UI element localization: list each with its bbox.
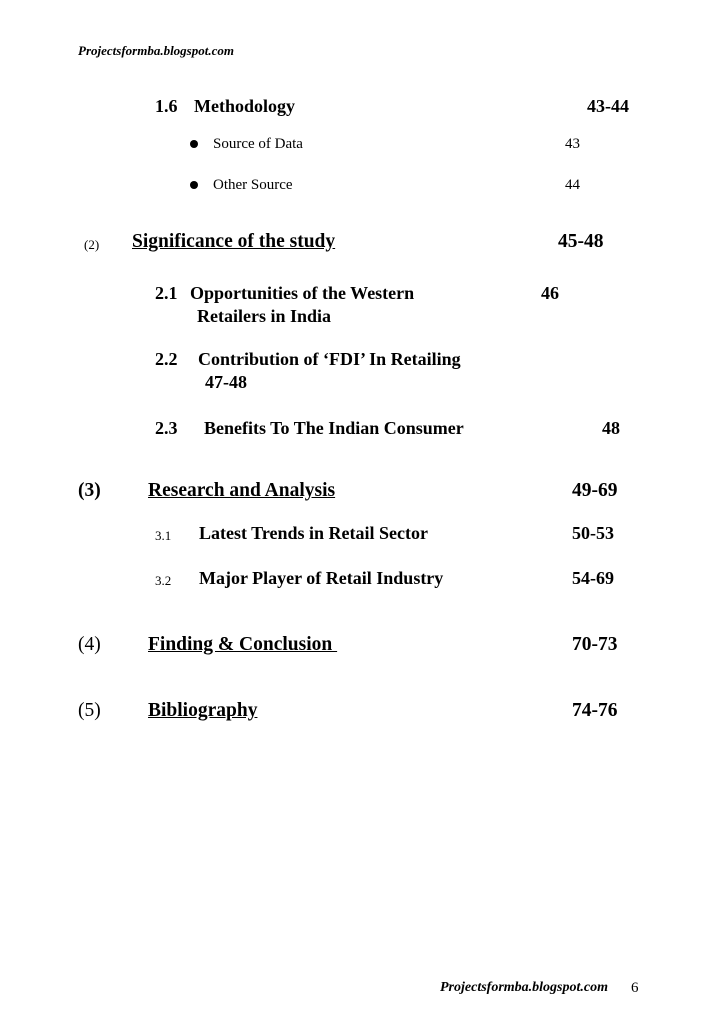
- toc-research-marker: (3): [78, 480, 101, 501]
- toc-2-3-page: 48: [602, 418, 620, 438]
- toc-2-2-pages: 47-48: [205, 372, 247, 392]
- toc-3-2-number: 3.2: [155, 573, 172, 588]
- bullet-icon: [190, 140, 198, 148]
- toc-research-pages: 49-69: [572, 480, 618, 501]
- toc-finding-pages: 70-73: [572, 634, 618, 655]
- toc-2-2-title: Contribution of ‘FDI’ In Retailing: [198, 349, 461, 369]
- toc-methodology-number: 1.6: [155, 96, 178, 116]
- toc-other-source-page: 44: [565, 177, 580, 193]
- footer-page-number: 6: [631, 980, 639, 996]
- toc-source-of-data-label: Source of Data: [213, 136, 303, 152]
- toc-3-1-pages: 50-53: [572, 523, 614, 543]
- toc-bibliography-title: Bibliography: [148, 700, 258, 721]
- header-site: Projectsformba.blogspot.com: [78, 43, 234, 58]
- toc-research-title: Research and Analysis: [148, 480, 336, 501]
- toc-3-2-title: Major Player of Retail Industry: [199, 568, 444, 588]
- toc-methodology-pages: 43-44: [587, 96, 629, 116]
- toc-significance-marker: (2): [84, 237, 100, 252]
- toc-significance-pages: 45-48: [558, 231, 604, 252]
- toc-other-source-label: Other Source: [213, 177, 293, 193]
- bullet-icon: [190, 181, 198, 189]
- toc-2-3-title: Benefits To The Indian Consumer: [204, 418, 464, 438]
- toc-methodology-title: Methodology: [194, 96, 295, 116]
- toc-2-3-number: 2.3: [155, 418, 178, 438]
- toc-3-1-number: 3.1: [155, 528, 172, 543]
- toc-finding-title: Finding & Conclusion: [148, 634, 338, 655]
- toc-finding-marker: (4): [78, 634, 101, 655]
- toc-2-2-number: 2.2: [155, 349, 178, 369]
- toc-source-of-data-page: 43: [565, 136, 580, 152]
- toc-2-1-title-line2: Retailers in India: [197, 306, 332, 326]
- toc-bibliography-pages: 74-76: [572, 700, 618, 721]
- toc-2-1-page: 46: [541, 283, 559, 303]
- footer-site: Projectsformba.blogspot.com: [440, 980, 608, 995]
- toc-significance-title: Significance of the study: [132, 231, 336, 252]
- toc-2-1-number: 2.1: [155, 283, 178, 303]
- toc-2-1-title-line1: Opportunities of the Western: [190, 283, 415, 303]
- toc-bibliography-marker: (5): [78, 700, 101, 721]
- toc-3-1-title: Latest Trends in Retail Sector: [199, 523, 428, 543]
- toc-3-2-pages: 54-69: [572, 568, 614, 588]
